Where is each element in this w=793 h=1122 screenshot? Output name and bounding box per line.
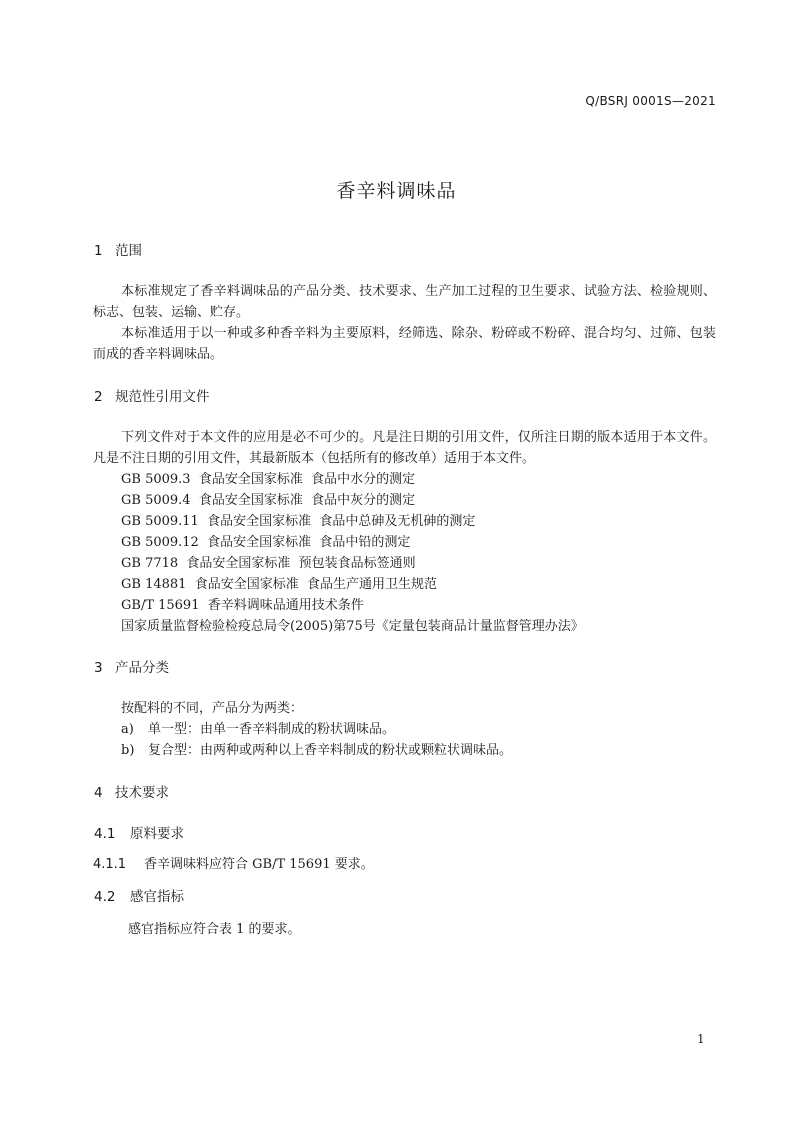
clause-number: 4.1.1 [93,857,127,872]
section-title: 原料要求 [130,826,184,842]
section-2-heading [94,385,210,405]
clause-text: 香辛调味料应符合 GB/T 15691 要求。 [144,857,374,872]
reference-item: GB 5009.3 食品安全国家标准 食品中水分的测定 [121,472,416,487]
scope-paragraph-1: 本标准规定了香辛料调味品的产品分类、技术要求、生产加工过程的卫生要求、试验方法、检验规则、标志、包装、运输、贮存。 [93,284,716,320]
clause-4-1-1 [93,853,374,872]
list-text: 单一型：由单一香辛料制成的粉状调味品。 [148,722,396,737]
reference-item: GB 5009.4 食品安全国家标准 食品中灰分的测定 [121,493,416,508]
reference-item: GB 14881 食品安全国家标准 食品生产通用卫生规范 [121,577,437,592]
section-number: 3 [94,660,103,676]
list-text: 复合型：由两种或两种以上香辛料制成的粉状或颗粒状调味品。 [148,743,513,758]
page-number: 1 [697,1032,705,1046]
scope-paragraph-2: 本标准适用于以一种或多种香辛料为主要原料，经筛选、除杂、粉碎或不粉碎、混合均匀、过筛、包装而成的香辛料调味品。 [93,326,716,362]
classification-item-a [121,718,395,737]
list-label: b) [121,743,135,758]
section-3-heading [94,656,169,676]
section-4-1-heading [94,822,184,842]
reference-item: GB 7718 食品安全国家标准 预包装食品标签通则 [121,556,416,571]
reference-item: GB/T 15691 香辛料调味品通用技术条件 [121,598,364,613]
section-title: 规范性引用文件 [115,389,210,405]
section-4-2-heading [94,885,184,905]
list-label: a) [121,722,134,737]
reference-item: GB 5009.12 食品安全国家标准 食品中铅的测定 [121,535,411,550]
references-intro: 下列文件对于本文件的应用是必不可少的。凡是注日期的引用文件，仅所注日期的版本适用于本文件。凡是不注日期的引用文件，其最新版本（包括所有的修改单）适用于本文件。 [93,430,716,466]
section-number: 4.2 [94,889,116,905]
section-title: 技术要求 [115,785,169,801]
sensory-requirement-text: 感官指标应符合表 1 的要求。 [128,922,301,937]
classification-item-b [121,739,512,758]
section-title: 产品分类 [115,660,169,676]
section-number: 2 [94,389,103,405]
section-number: 1 [94,243,103,259]
standard-code: Q/BSRJ 0001S—2021 [585,94,716,108]
reference-item: GB 5009.11 食品安全国家标准 食品中总砷及无机砷的测定 [121,514,476,529]
document-title: 香辛料调味品 [336,180,457,202]
section-4-heading [94,781,169,801]
reference-item: 国家质量监督检验检疫总局令(2005)第75号《定量包装商品计量监督管理办法》 [121,619,584,634]
section-number: 4 [94,785,103,801]
classification-intro: 按配料的不同，产品分为两类： [121,701,304,716]
section-title: 范围 [115,243,142,259]
section-title: 感官指标 [130,889,184,905]
section-number: 4.1 [94,826,116,842]
section-1-heading [94,239,142,259]
